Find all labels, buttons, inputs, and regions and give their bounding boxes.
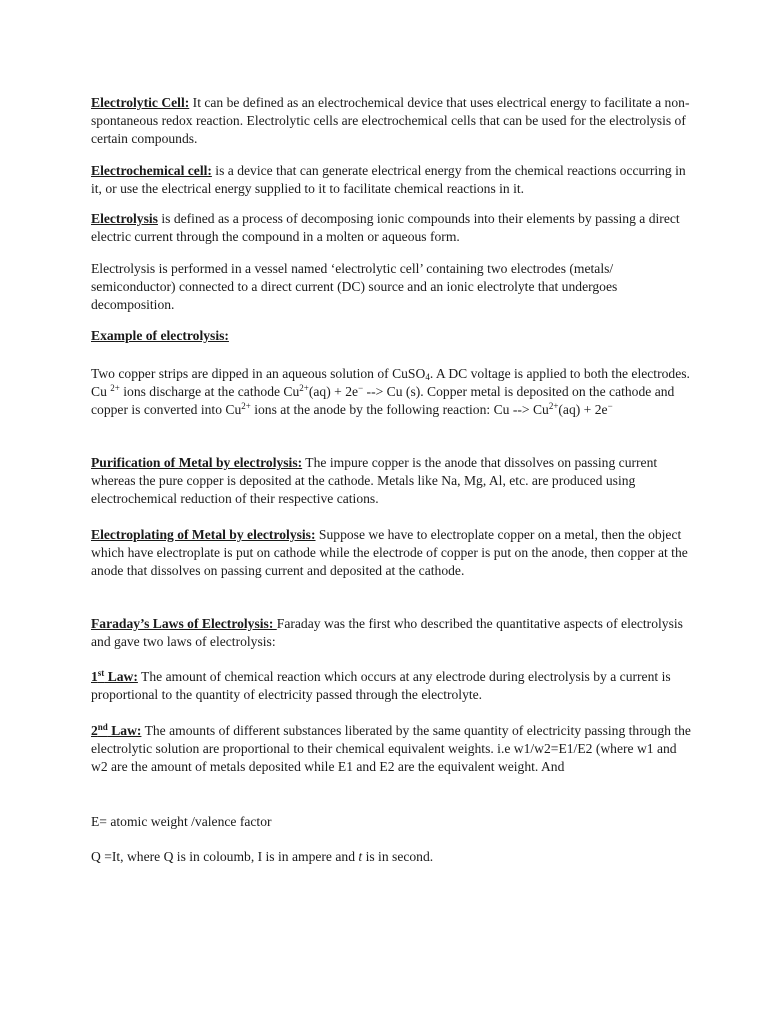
heading-first-law	[91, 669, 138, 684]
example-sup-5: 2+	[548, 401, 559, 411]
paragraph-first-law	[91, 668, 691, 704]
text-equation-q-b: is in second.	[362, 849, 434, 864]
paragraph-electrolysis-definition	[91, 210, 691, 246]
example-sup-2: 2+	[299, 383, 309, 393]
heading-purification: Purification of Metal by electrolysis:	[91, 455, 303, 470]
paragraph-electrochemical-cell	[91, 162, 691, 198]
example-sup-3: −	[358, 383, 364, 393]
text-equation-q-a: Q =It, where Q is in coloumb, I is in ampere and	[91, 849, 359, 864]
example-text-2: . A DC voltage is applied to both the electrodes. Cu	[91, 366, 690, 399]
example-sup-6: −	[607, 401, 613, 411]
text-electroplating: Suppose we have to electroplate copper on a metal, then the object which have electroplate is put on cathode while the electrode of copper is put on the anode, then copper at the anode that dissolves on passing current and deposited at the cathode.	[91, 527, 688, 578]
text-electrolysis-vessel: Electrolysis is performed in a vessel named ‘electrolytic cell’ containing two electrodes (metals/ semiconductor) connected to a direct current (DC) source and an ionic electrolyte that undergoes decomposition.	[91, 261, 618, 312]
heading-second-law	[91, 723, 141, 738]
paragraph-electrolysis-vessel	[91, 260, 691, 314]
example-text-5: --> Cu (s). Copper metal is deposited on the cathode and copper is converted into Cu	[91, 384, 675, 417]
example-text-3: ions discharge at the cathode Cu	[119, 384, 300, 399]
equation-equivalent-weight	[91, 813, 691, 831]
example-text-6: ions at the anode by the following reaction: Cu --> Cu	[250, 402, 549, 417]
heading-electroplating: Electroplating of Metal by electrolysis:	[91, 527, 316, 542]
example-sup-1: 2+	[110, 383, 120, 393]
example-heading-line	[91, 327, 691, 345]
paragraph-electrolytic-cell	[91, 94, 691, 148]
second-law-number: 2	[91, 723, 98, 738]
paragraph-second-law	[91, 722, 691, 776]
paragraph-purification	[91, 454, 691, 508]
text-electrolysis: is defined as a process of decomposing ionic compounds into their elements by passing a direct electric current through the compound in a molten or aqueous form.	[91, 211, 680, 244]
example-sup-4: 2+	[241, 401, 251, 411]
second-law-word: Law:	[107, 723, 142, 738]
text-purification: The impure copper is the anode that dissolves on passing current whereas the pure copper is deposited at the cathode. Metals like Na, Mg, Al, etc. are produced using electrochemical reduction of their respective cations.	[91, 455, 658, 506]
example-text-7: (aq) + 2e	[558, 402, 608, 417]
heading-electrochemical-cell: Electrochemical cell:	[91, 163, 212, 178]
example-sub-4: 4	[425, 372, 430, 382]
text-equation-q-t: t	[358, 849, 363, 864]
paragraph-example	[91, 365, 691, 419]
first-law-number: 1	[91, 669, 98, 684]
text-second-law: The amounts of different substances liberated by the same quantity of electricity passing through the electrolytic solution are proportional to their chemical equivalent weights. i.e w1/w2=E1/E2 (where w1 and w2 are the amount of metals deposited while E1 and E2 are the equivalent weight. And	[91, 723, 691, 774]
heading-faraday: Faraday’s Laws of Electrolysis:	[91, 616, 277, 631]
heading-electrolytic-cell: Electrolytic Cell:	[91, 95, 190, 110]
first-law-word: Law:	[104, 669, 138, 684]
text-electrolytic-cell: It can be defined as an electrochemical device that uses electrical energy to facilitate a non-spontaneous redox reaction. Electrolytic cells are electrochemical cells that can be used for the electrolysis of certain compounds.	[91, 95, 690, 146]
first-law-ordinal: st	[97, 668, 105, 678]
second-law-ordinal: nd	[97, 722, 108, 732]
text-electrochemical-cell: is a device that can generate electrical energy from the chemical reactions occurring in it, or use the electrical energy supplied to it to facilitate chemical reactions in it.	[91, 163, 686, 196]
paragraph-faraday	[91, 615, 691, 651]
example-text-1: Two copper strips are dipped in an aqueous solution of CuSO	[91, 366, 426, 381]
paragraph-electroplating	[91, 526, 691, 580]
equation-charge	[91, 848, 691, 866]
text-faraday: Faraday was the first who described the quantitative aspects of electrolysis and gave two laws of electrolysis:	[91, 616, 683, 649]
example-text-4: (aq) + 2e	[308, 384, 359, 399]
heading-electrolysis: Electrolysis	[91, 211, 158, 226]
text-first-law: The amount of chemical reaction which occurs at any electrode during electrolysis by a current is proportional to the quantity of electricity passed through the electrolyte.	[91, 669, 671, 702]
heading-example-electrolysis: Example of electrolysis:	[91, 328, 229, 343]
text-equation-e: E= atomic weight /valence factor	[91, 814, 272, 829]
